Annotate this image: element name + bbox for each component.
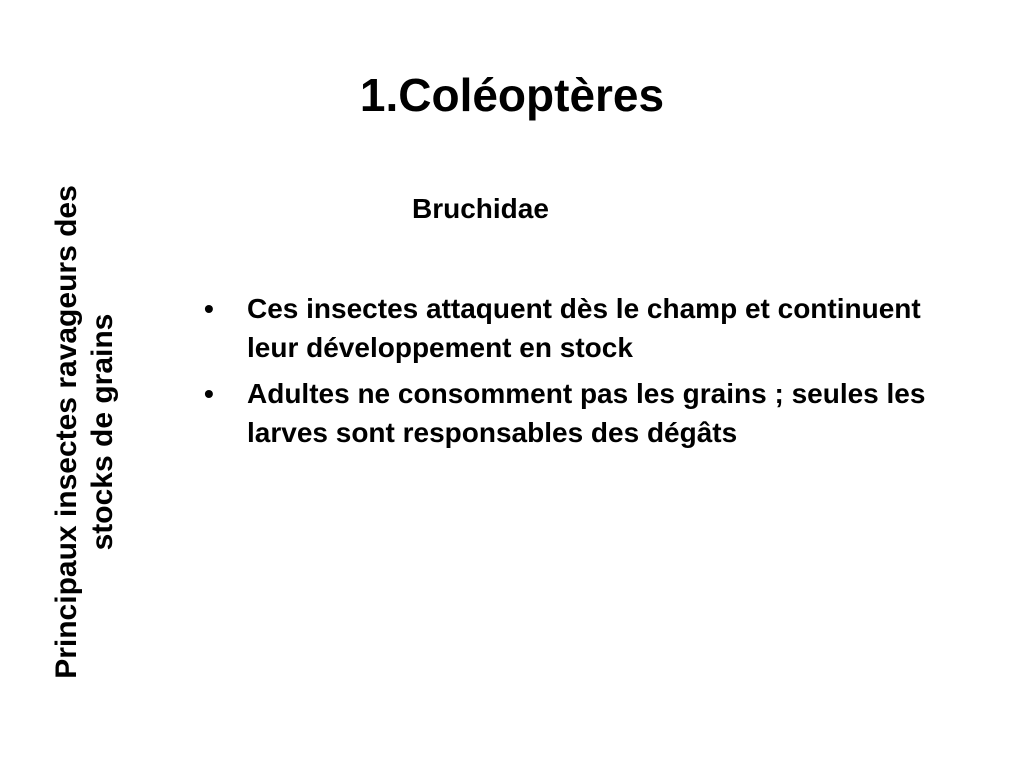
bullet-item	[200, 290, 940, 367]
bullet-item	[200, 375, 940, 452]
subheading: Bruchidae	[412, 193, 549, 224]
bullet-glyph: •	[204, 293, 214, 324]
vertical-caption: Principaux insectes ravageurs des stocks de grains	[50, 185, 119, 679]
bullet-text: Ces insectes attaquent dès le champ et continuent leur développement en stock	[247, 293, 921, 363]
bullet-text: Adultes ne consomment pas les grains ; seules les larves sont responsables des dégâts	[247, 378, 926, 448]
bullet-glyph: •	[204, 378, 214, 410]
slide-title: 1.Coléoptères	[359, 69, 665, 121]
bullet-list	[200, 290, 940, 461]
